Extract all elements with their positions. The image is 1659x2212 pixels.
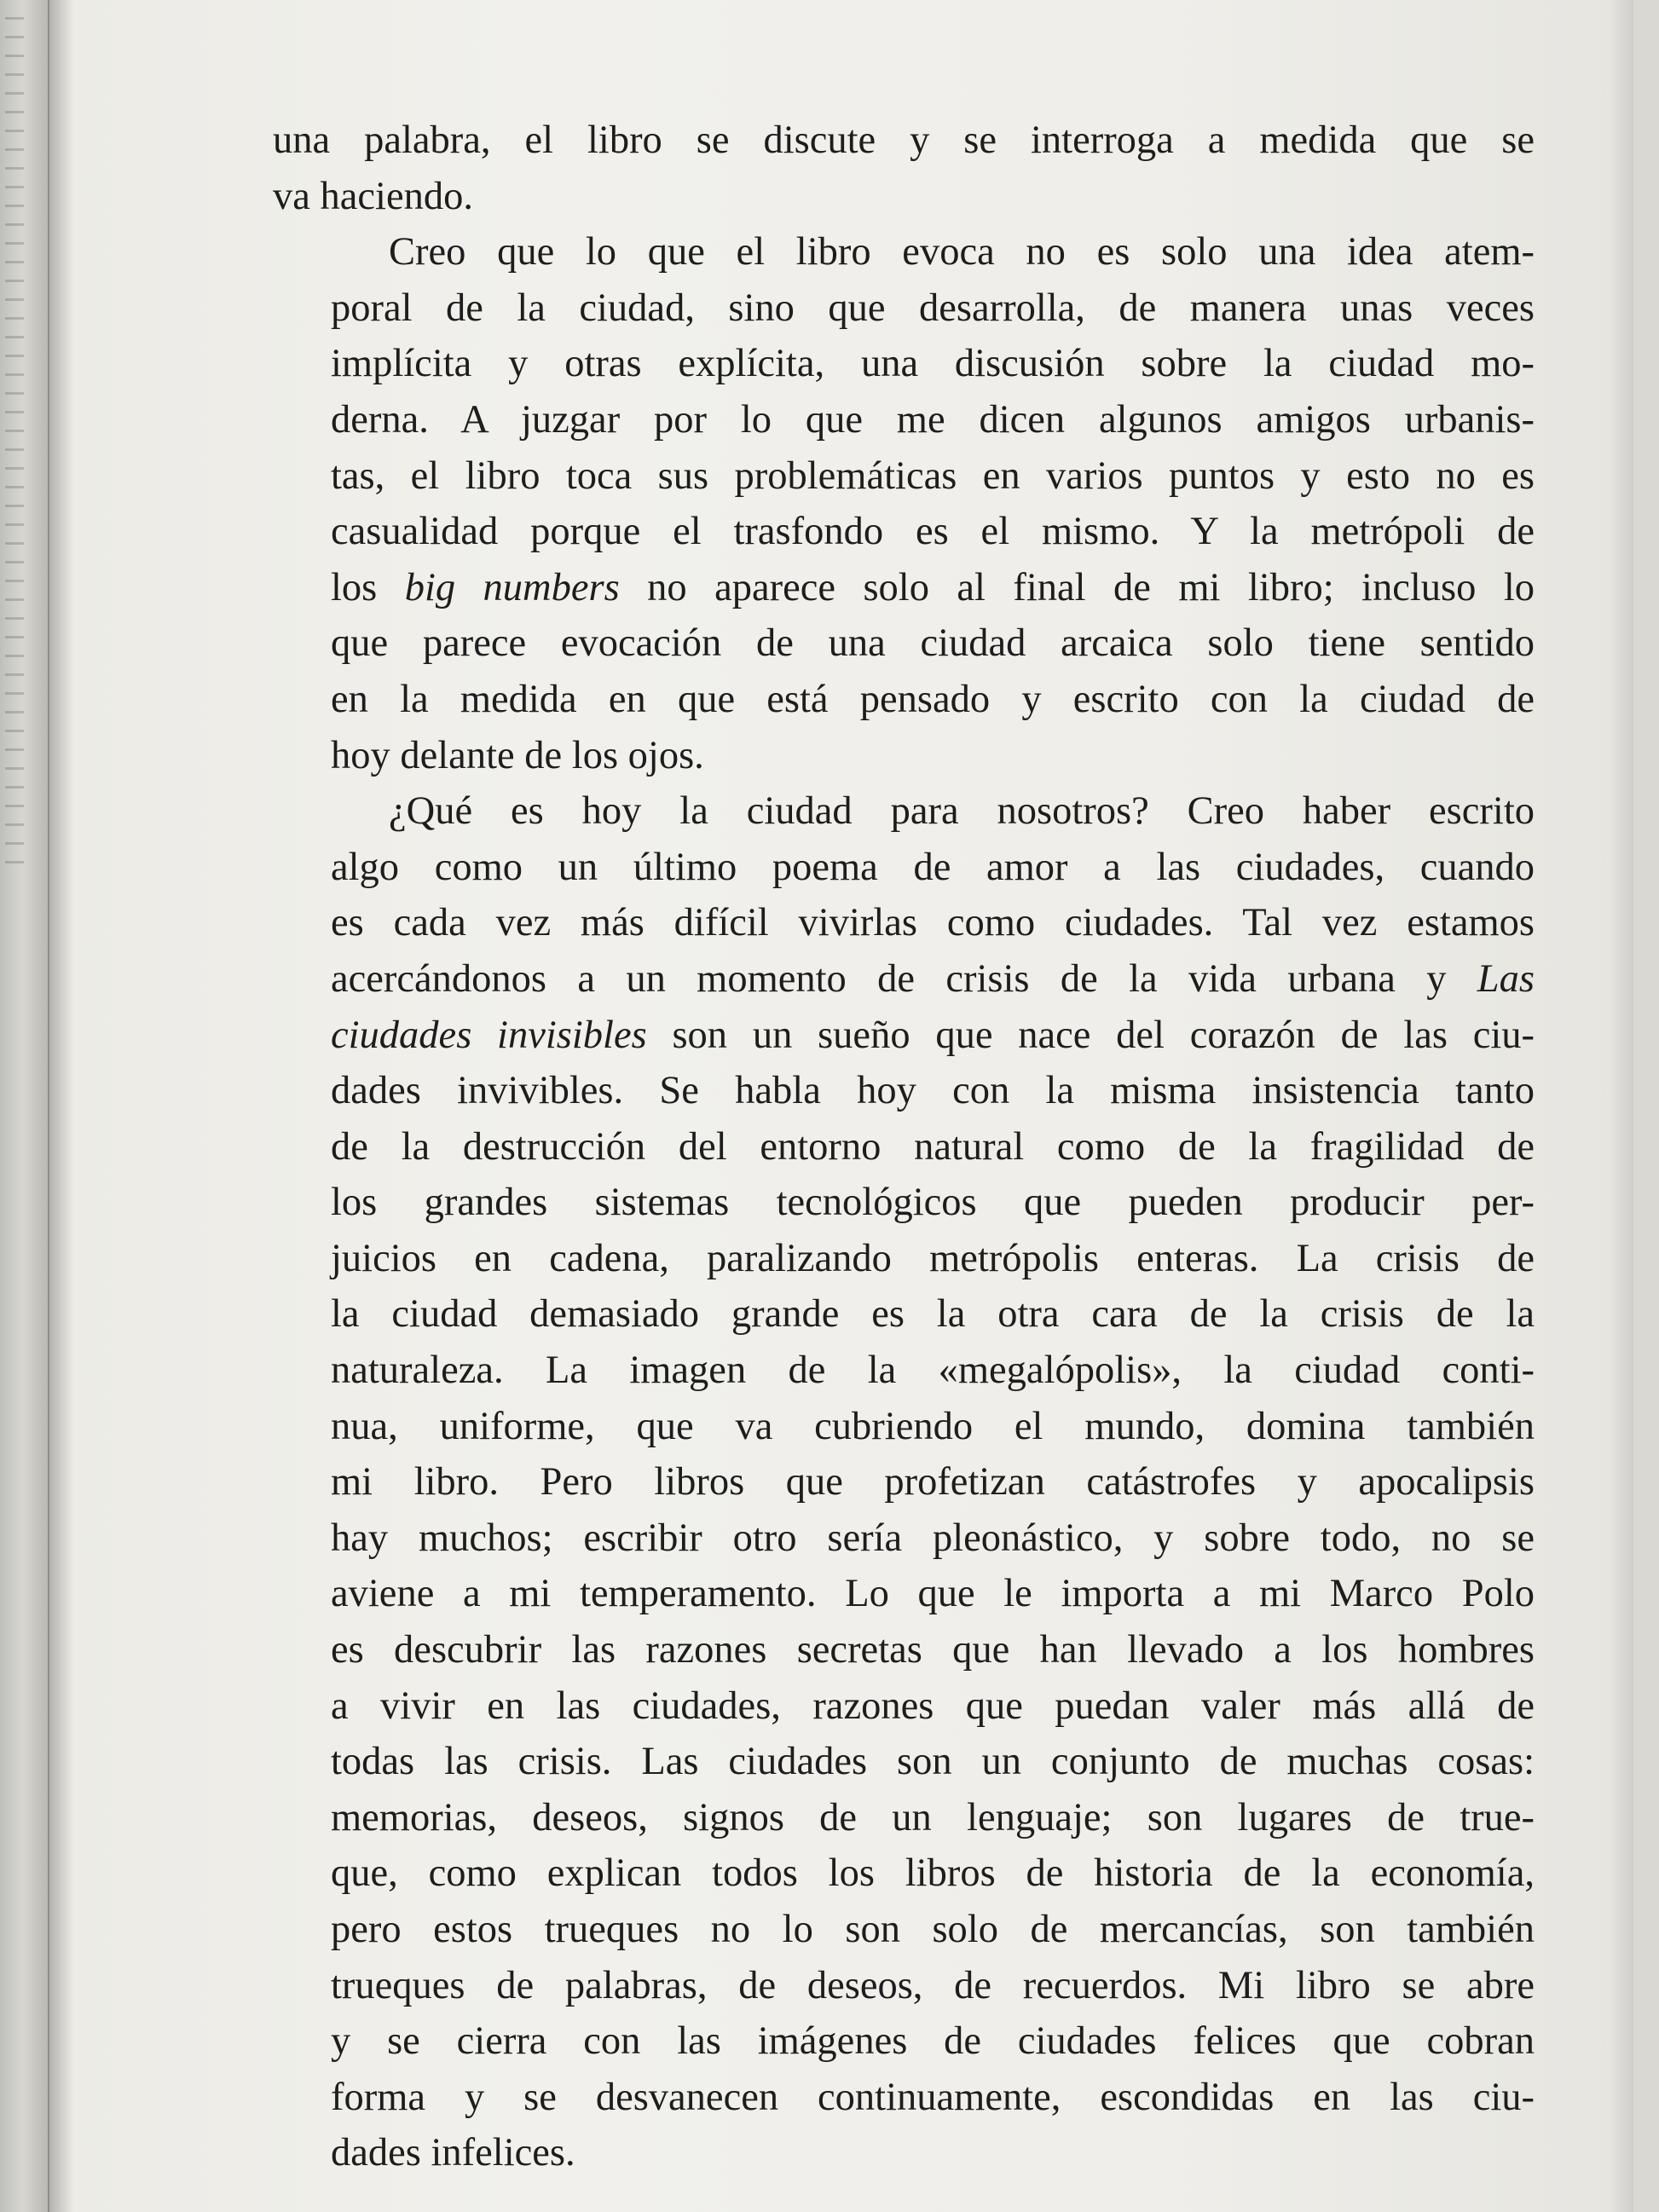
- paragraph: [273, 783, 1535, 2181]
- text-segment: hay muchos; escribir otro sería pleonástico, y sobre todo, no se: [331, 1516, 1535, 1560]
- text-segment: es descubrir las razones secretas que han llevado a los hombres: [331, 1628, 1535, 1672]
- text-line: [273, 1008, 1535, 1064]
- text-line: [273, 1231, 1535, 1287]
- text-line: [273, 615, 1535, 672]
- text-line: [273, 672, 1535, 728]
- text-segment: poral de la ciudad, sino que desarrolla, de manera unas veces: [331, 286, 1535, 330]
- text-segment: casualidad porque el trasfondo es el mismo. Y la metrópoli de: [331, 510, 1535, 554]
- text-segment: son un sueño que nace del corazón de las ciu-: [646, 1013, 1535, 1057]
- text-segment: los: [331, 565, 405, 609]
- text-line: [273, 448, 1535, 505]
- text-line: [273, 1678, 1535, 1735]
- text-line: [273, 504, 1535, 560]
- text-segment: es cada vez más difícil vivirlas como ciudades. Tal vez estamos: [331, 901, 1535, 945]
- text-line: [273, 1790, 1535, 1846]
- text-segment: nua, uniforme, que va cubriendo el mundo, domina también: [331, 1404, 1535, 1448]
- text-segment: dades infelices.: [331, 2131, 575, 2175]
- text-segment: mi libro. Pero libros que profetizan catástrofes y apocalipsis: [331, 1460, 1535, 1505]
- opposite-page-text-lines: [5, 17, 24, 869]
- text-line: [273, 1902, 1535, 1958]
- text-line: [273, 1622, 1535, 1678]
- text-segment: hoy delante de los ojos.: [331, 733, 704, 777]
- paragraph: [273, 224, 1535, 783]
- text-line: [273, 1063, 1535, 1119]
- text-line: [273, 1175, 1535, 1231]
- text-line: [273, 1119, 1535, 1175]
- text-segment: todas las crisis. Las ciudades son un conjunto de muchas cosas:: [331, 1740, 1535, 1784]
- body-text: [273, 113, 1535, 2181]
- text-line: [273, 280, 1535, 337]
- text-line: [273, 1958, 1535, 2014]
- text-line: [273, 1399, 1535, 1455]
- text-segment: naturaleza. La imagen de la «megalópolis», la ciudad conti-: [331, 1349, 1535, 1393]
- opposite-page-edge: [0, 0, 49, 2212]
- italic-text: Las: [1477, 956, 1535, 1001]
- text-segment: no aparece solo al final de mi libro; incluso lo: [619, 565, 1535, 609]
- text-segment: algo como un último poema de amor a las ciudades, cuando: [331, 845, 1535, 889]
- text-segment: acercándonos a un momento de crisis de la vida urbana y: [331, 956, 1477, 1001]
- text-line: [273, 2125, 1535, 2181]
- text-line: [273, 336, 1535, 392]
- italic-text: ciudades invisibles: [331, 1013, 647, 1057]
- text-line: [273, 840, 1535, 896]
- text-segment: que, como explican todos los libros de historia de la economía,: [331, 1851, 1535, 1896]
- text-line: [273, 169, 1535, 225]
- text-segment: una palabra, el libro se discute y se interroga a medida que se: [273, 118, 1535, 162]
- italic-text: big numbers: [404, 565, 620, 609]
- text-segment: va haciendo.: [273, 174, 473, 218]
- text-segment: tas, el libro toca sus problemáticas en varios puntos y esto no es: [331, 453, 1535, 498]
- text-segment: Creo que lo que el libro evoca no es solo una idea atem-: [389, 230, 1535, 274]
- text-line: [273, 1566, 1535, 1622]
- text-segment: en la medida en que está pensado y escrito con la ciudad de: [331, 677, 1535, 721]
- text-segment: forma y se desvanecen continuamente, escondidas en las ciu-: [331, 2075, 1535, 2119]
- text-line: [273, 1286, 1535, 1343]
- text-line: [273, 113, 1535, 169]
- paragraph: [273, 113, 1535, 224]
- text-line: [273, 783, 1535, 840]
- text-line: [273, 392, 1535, 448]
- text-line: [273, 895, 1535, 951]
- book-page: [49, 0, 1633, 2212]
- text-segment: ¿Qué es hoy la ciudad para nosotros? Creo haber escrito: [389, 789, 1535, 834]
- text-segment: que parece evocación de una ciudad arcaica solo tiene sentido: [331, 621, 1535, 666]
- text-segment: los grandes sistemas tecnológicos que pueden producir per-: [331, 1181, 1535, 1225]
- text-line: [273, 2070, 1535, 2126]
- text-segment: la ciudad demasiado grande es la otra cara de la crisis de la: [331, 1292, 1535, 1337]
- text-segment: juicios en cadena, paralizando metrópolis enteras. La crisis de: [331, 1236, 1535, 1280]
- text-line: [273, 1734, 1535, 1790]
- text-line: [273, 951, 1535, 1008]
- text-segment: pero estos trueques no lo son solo de mercancías, son también: [331, 1908, 1535, 1951]
- text-segment: aviene a mi temperamento. Lo que le importa a mi Marco Polo: [331, 1572, 1535, 1616]
- text-line: [273, 2013, 1535, 2070]
- text-segment: dades invivibles. Se habla hoy con la misma insistencia tanto: [331, 1069, 1535, 1113]
- text-segment: memorias, deseos, signos de un lenguaje; son lugares de true-: [331, 1795, 1535, 1839]
- text-segment: de la destrucción del entorno natural como de la fragilidad de: [331, 1124, 1535, 1169]
- text-line: [273, 224, 1535, 280]
- text-segment: implícita y otras explícita, una discusión sobre la ciudad mo-: [331, 342, 1535, 386]
- text-line: [273, 1510, 1535, 1567]
- text-segment: derna. A juzgar por lo que me dicen algunos amigos urbanis-: [331, 397, 1535, 442]
- page-right-edge: [1606, 0, 1633, 2212]
- gutter-shadow: [48, 0, 73, 2212]
- text-line: [273, 560, 1535, 616]
- text-segment: y se cierra con las imágenes de ciudades felices que cobran: [331, 2019, 1535, 2064]
- text-line: [273, 1454, 1535, 1510]
- text-line: [273, 728, 1535, 784]
- text-line: [273, 1343, 1535, 1399]
- text-segment: trueques de palabras, de deseos, de recuerdos. Mi libro se abre: [331, 1963, 1535, 2007]
- text-segment: a vivir en las ciudades, razones que puedan valer más allá de: [331, 1684, 1535, 1728]
- text-line: [273, 1845, 1535, 1902]
